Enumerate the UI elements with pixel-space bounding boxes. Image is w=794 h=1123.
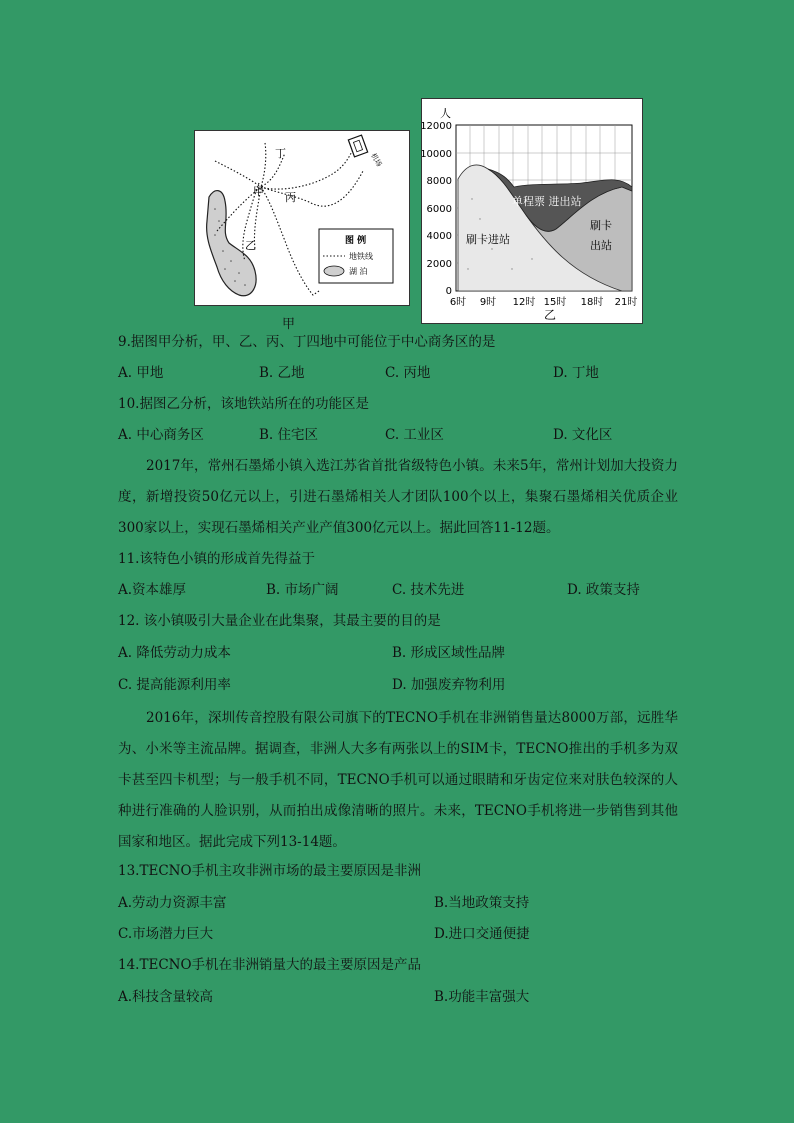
map-drawing xyxy=(195,131,409,305)
q9-option-b: B. 乙地 xyxy=(259,365,305,381)
q10-option-d: D. 文化区 xyxy=(553,427,613,443)
q13-stem: 13.TECNO手机主攻非洲市场的最主要原因是非洲 xyxy=(118,863,422,879)
q12-option-d: D. 加强废弃物利用 xyxy=(392,677,506,693)
passage-tecno: 2016年，深圳传音控股有限公司旗下的TECNO手机在非洲销售量达8000万部，远胜华为、小米等主流品牌。据调查，非洲人大多有两张以上的SIM卡，TECNO推出的手机多为双卡甚至四卡机型；与一般手机不同，TECNO手机可以通过眼睛和牙齿定位来对肤色较深的人种进行准确的人脸识别，从而拍出成像清晰的照片。未来，TECNO手机将进一步销售到其他国家和地区。据此完成下列13-14题。 xyxy=(118,710,678,850)
y-tick: 6000 xyxy=(426,204,452,215)
legend-lake: 湖 泊 xyxy=(349,267,368,276)
q11-stem: 11.该特色小镇的形成首先得益于 xyxy=(118,551,315,567)
figure-a-map xyxy=(194,130,410,306)
q13-option-d: D.进口交通便捷 xyxy=(434,926,530,942)
x-tick: 18时 xyxy=(580,297,604,308)
q13-option-a: A.劳动力资源丰富 xyxy=(118,895,227,911)
x-tick: 9时 xyxy=(479,297,497,308)
label-bing: 丙 xyxy=(285,191,296,204)
legend-subway: 地铁线 xyxy=(349,252,373,261)
y-unit: 人 xyxy=(440,107,451,120)
q12-option-a: A. 降低劳动力成本 xyxy=(118,645,231,661)
q12-stem: 12. 该小镇吸引大量企业在此集聚，其最主要的目的是 xyxy=(118,613,441,629)
q11-option-a: A.资本雄厚 xyxy=(118,582,187,598)
q10-stem: 10.据图乙分析，该地铁站所在的功能区是 xyxy=(118,396,369,412)
q9-option-c: C. 丙地 xyxy=(385,365,431,381)
q10-option-c: C. 工业区 xyxy=(385,427,444,443)
figure-b-chart xyxy=(421,98,643,324)
y-tick: 0 xyxy=(445,286,452,297)
q11-option-b: B. 市场广阔 xyxy=(266,582,339,598)
x-tick: 21时 xyxy=(614,297,638,308)
q9-option-d: D. 丁地 xyxy=(553,365,599,381)
q10-option-a: A. 中心商务区 xyxy=(118,427,204,443)
q14-option-b: B.功能丰富强大 xyxy=(434,989,530,1005)
passage-graphene: 2017年，常州石墨烯小镇入选江苏省首批省级特色小镇。未来5年，常州计划加大投资力度，新增投资50亿元以上，引进石墨烯相关人才团队100个以上，集聚石墨烯相关优质企业300家以上，实现石墨烯相关产业产值300亿元以上。据此回答11-12题。 xyxy=(118,458,678,536)
x-tick: 12时 xyxy=(512,297,536,308)
q13-option-c: C.市场潜力巨大 xyxy=(118,926,214,942)
q10-option-b: B. 住宅区 xyxy=(259,427,319,443)
q11-option-d: D. 政策支持 xyxy=(567,582,640,598)
q14-stem: 14.TECNO手机在非洲销量大的最主要原因是产品 xyxy=(118,957,422,973)
figure-a-caption: 甲 xyxy=(282,317,296,332)
chart-drawing xyxy=(422,99,642,323)
label-airport: 机场 xyxy=(369,152,384,169)
q9-stem: 9.据图甲分析，甲、乙、丙、丁四地中可能位于中心商务区的是 xyxy=(118,334,496,350)
label-jia: 甲 xyxy=(253,185,264,198)
label-card-in: 刷卡进站 xyxy=(466,233,510,246)
y-tick: 2000 xyxy=(426,259,452,270)
label-card-out-2: 出站 xyxy=(590,239,612,252)
q13-option-b: B.当地政策支持 xyxy=(434,895,530,911)
label-ding: 丁 xyxy=(275,147,286,160)
q14-option-a: A.科技含量较高 xyxy=(118,989,214,1005)
x-tick: 15时 xyxy=(543,297,567,308)
y-tick: 8000 xyxy=(426,176,452,187)
label-single-ticket: 单程票 进出站 xyxy=(512,195,582,208)
q11-option-c: C. 技术先进 xyxy=(392,582,465,598)
y-tick: 12000 xyxy=(422,121,452,132)
x-tick: 6时 xyxy=(449,297,467,308)
y-tick: 10000 xyxy=(422,149,452,160)
y-tick: 4000 xyxy=(426,231,452,242)
q9-option-a: A. 甲地 xyxy=(118,365,164,381)
label-yi: 乙 xyxy=(245,239,256,252)
figure-b-caption: 乙 xyxy=(544,308,557,322)
q12-option-b: B. 形成区域性品牌 xyxy=(392,645,506,661)
label-card-out-1: 刷卡 xyxy=(590,219,612,232)
legend-title: 图 例 xyxy=(345,236,367,246)
q12-option-c: C. 提高能源利用率 xyxy=(118,677,231,693)
